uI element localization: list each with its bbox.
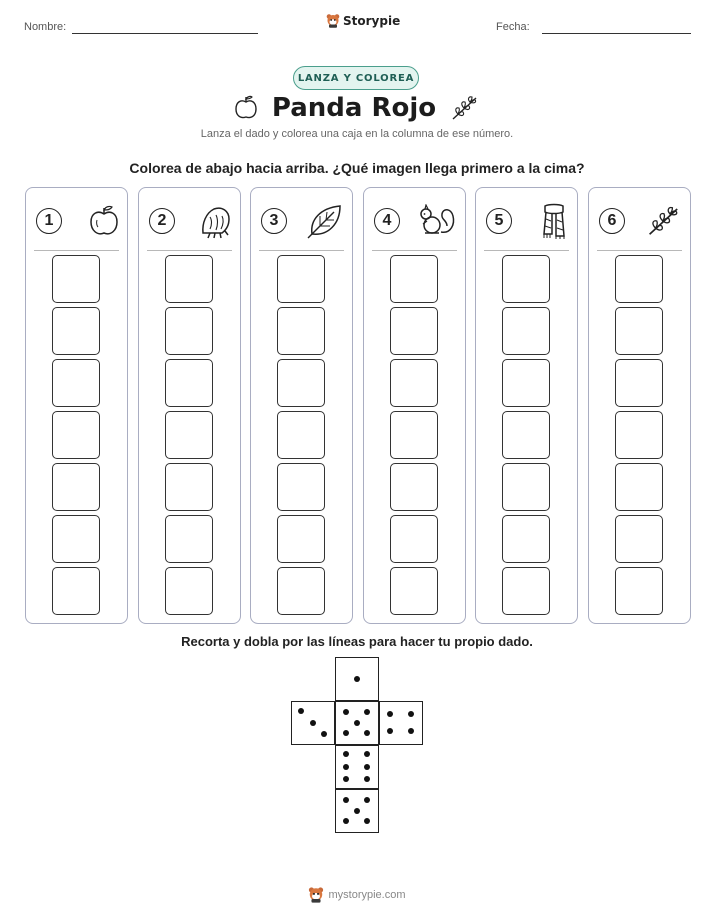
column-divider <box>147 250 232 251</box>
die-pip <box>343 818 349 824</box>
die-pip <box>387 711 393 717</box>
color-box[interactable] <box>277 307 325 355</box>
column-divider <box>259 250 344 251</box>
column-1 <box>25 187 128 624</box>
die-pip <box>364 751 370 757</box>
brand-logo <box>326 13 400 28</box>
subtitle: Lanza el dado y colorea una caja en la columna de ese número. <box>200 128 514 140</box>
color-box[interactable] <box>502 411 550 459</box>
color-box[interactable] <box>277 567 325 615</box>
color-box[interactable] <box>52 463 100 511</box>
die-pip <box>343 776 349 782</box>
die-pip <box>343 751 349 757</box>
color-box[interactable] <box>390 567 438 615</box>
page-title: Panda Rojo <box>271 93 437 123</box>
color-box[interactable] <box>277 463 325 511</box>
column-header <box>149 202 232 240</box>
die-pip <box>343 797 349 803</box>
die-pip <box>298 708 304 714</box>
apple-icon <box>234 95 258 121</box>
column-number: 5 <box>486 208 512 234</box>
scarf-icon <box>539 202 569 240</box>
column-number: 6 <box>599 208 625 234</box>
die-pip <box>354 676 360 682</box>
color-box[interactable] <box>502 515 550 563</box>
column-5 <box>475 187 578 624</box>
color-box[interactable] <box>52 255 100 303</box>
activity-badge: LANZA Y COLOREA <box>293 66 419 90</box>
paw-icon <box>198 203 232 239</box>
red-panda-logo-icon <box>326 13 340 28</box>
die-pip <box>364 797 370 803</box>
die-pip <box>354 808 360 814</box>
die-pip <box>364 709 370 715</box>
die-face-1 <box>335 657 379 701</box>
color-box[interactable] <box>502 359 550 407</box>
column-header <box>36 202 119 240</box>
color-box[interactable] <box>502 567 550 615</box>
column-divider <box>34 250 119 251</box>
die-face-6 <box>335 745 379 789</box>
die-pip <box>408 728 414 734</box>
date-line <box>542 33 691 34</box>
color-box[interactable] <box>502 463 550 511</box>
die-pip <box>387 728 393 734</box>
column-3 <box>250 187 353 624</box>
date-label: Fecha: <box>496 21 530 33</box>
color-box[interactable] <box>52 359 100 407</box>
die-pip <box>343 709 349 715</box>
name-label: Nombre: <box>24 21 67 33</box>
color-box[interactable] <box>277 255 325 303</box>
cut-instruction: Recorta y dobla por las líneas para hacer tu propio dado. <box>181 634 533 649</box>
die-face-5 <box>335 789 379 833</box>
color-box[interactable] <box>615 515 663 563</box>
column-header <box>261 202 344 240</box>
color-box[interactable] <box>52 411 100 459</box>
die-pip <box>354 720 360 726</box>
color-box[interactable] <box>390 463 438 511</box>
squirrel-icon <box>417 204 457 238</box>
color-box[interactable] <box>165 359 213 407</box>
leaf-icon <box>306 202 344 240</box>
title-row <box>0 93 714 123</box>
die-pip <box>364 776 370 782</box>
color-box[interactable] <box>615 411 663 459</box>
color-box[interactable] <box>165 255 213 303</box>
color-box[interactable] <box>52 307 100 355</box>
die-pip <box>408 711 414 717</box>
apple-icon <box>89 204 119 238</box>
color-box[interactable] <box>165 463 213 511</box>
footer-url: mystorypie.com <box>328 888 406 901</box>
brand-name: Storypie <box>343 13 401 28</box>
name-line <box>72 33 258 34</box>
color-box[interactable] <box>165 567 213 615</box>
color-box[interactable] <box>502 255 550 303</box>
color-box[interactable] <box>615 255 663 303</box>
color-box[interactable] <box>52 567 100 615</box>
color-box[interactable] <box>165 411 213 459</box>
die-pip <box>364 764 370 770</box>
color-box[interactable] <box>615 567 663 615</box>
color-box[interactable] <box>502 307 550 355</box>
column-4 <box>363 187 466 624</box>
branch-icon <box>450 95 480 121</box>
color-box[interactable] <box>277 359 325 407</box>
red-panda-logo-icon <box>308 886 324 903</box>
color-box[interactable] <box>165 307 213 355</box>
color-box[interactable] <box>390 255 438 303</box>
die-face-4 <box>379 701 423 745</box>
die-face-3 <box>291 701 335 745</box>
column-divider <box>372 250 457 251</box>
color-box[interactable] <box>390 359 438 407</box>
instruction: Colorea de abajo hacia arriba. ¿Qué imagen llega primero a la cima? <box>129 160 585 176</box>
footer <box>0 886 714 903</box>
branch-icon <box>646 204 682 238</box>
column-number: 2 <box>149 208 175 234</box>
color-box[interactable] <box>165 515 213 563</box>
column-number: 3 <box>261 208 287 234</box>
die-pip <box>364 818 370 824</box>
color-box[interactable] <box>615 307 663 355</box>
die-pip <box>343 730 349 736</box>
color-box[interactable] <box>615 463 663 511</box>
color-box[interactable] <box>277 515 325 563</box>
die-pip <box>343 764 349 770</box>
column-number: 4 <box>374 208 400 234</box>
color-box[interactable] <box>390 411 438 459</box>
die-face-5 <box>335 701 379 745</box>
color-box[interactable] <box>615 359 663 407</box>
column-header <box>374 202 457 240</box>
color-box[interactable] <box>52 515 100 563</box>
die-pip <box>364 730 370 736</box>
die-pip <box>310 720 316 726</box>
column-number: 1 <box>36 208 62 234</box>
die-pip <box>321 731 327 737</box>
column-divider <box>484 250 569 251</box>
column-6 <box>588 187 691 624</box>
color-box[interactable] <box>277 411 325 459</box>
color-box[interactable] <box>390 307 438 355</box>
column-divider <box>597 250 682 251</box>
column-header <box>599 202 682 240</box>
color-box[interactable] <box>390 515 438 563</box>
column-2 <box>138 187 241 624</box>
column-header <box>486 202 569 240</box>
